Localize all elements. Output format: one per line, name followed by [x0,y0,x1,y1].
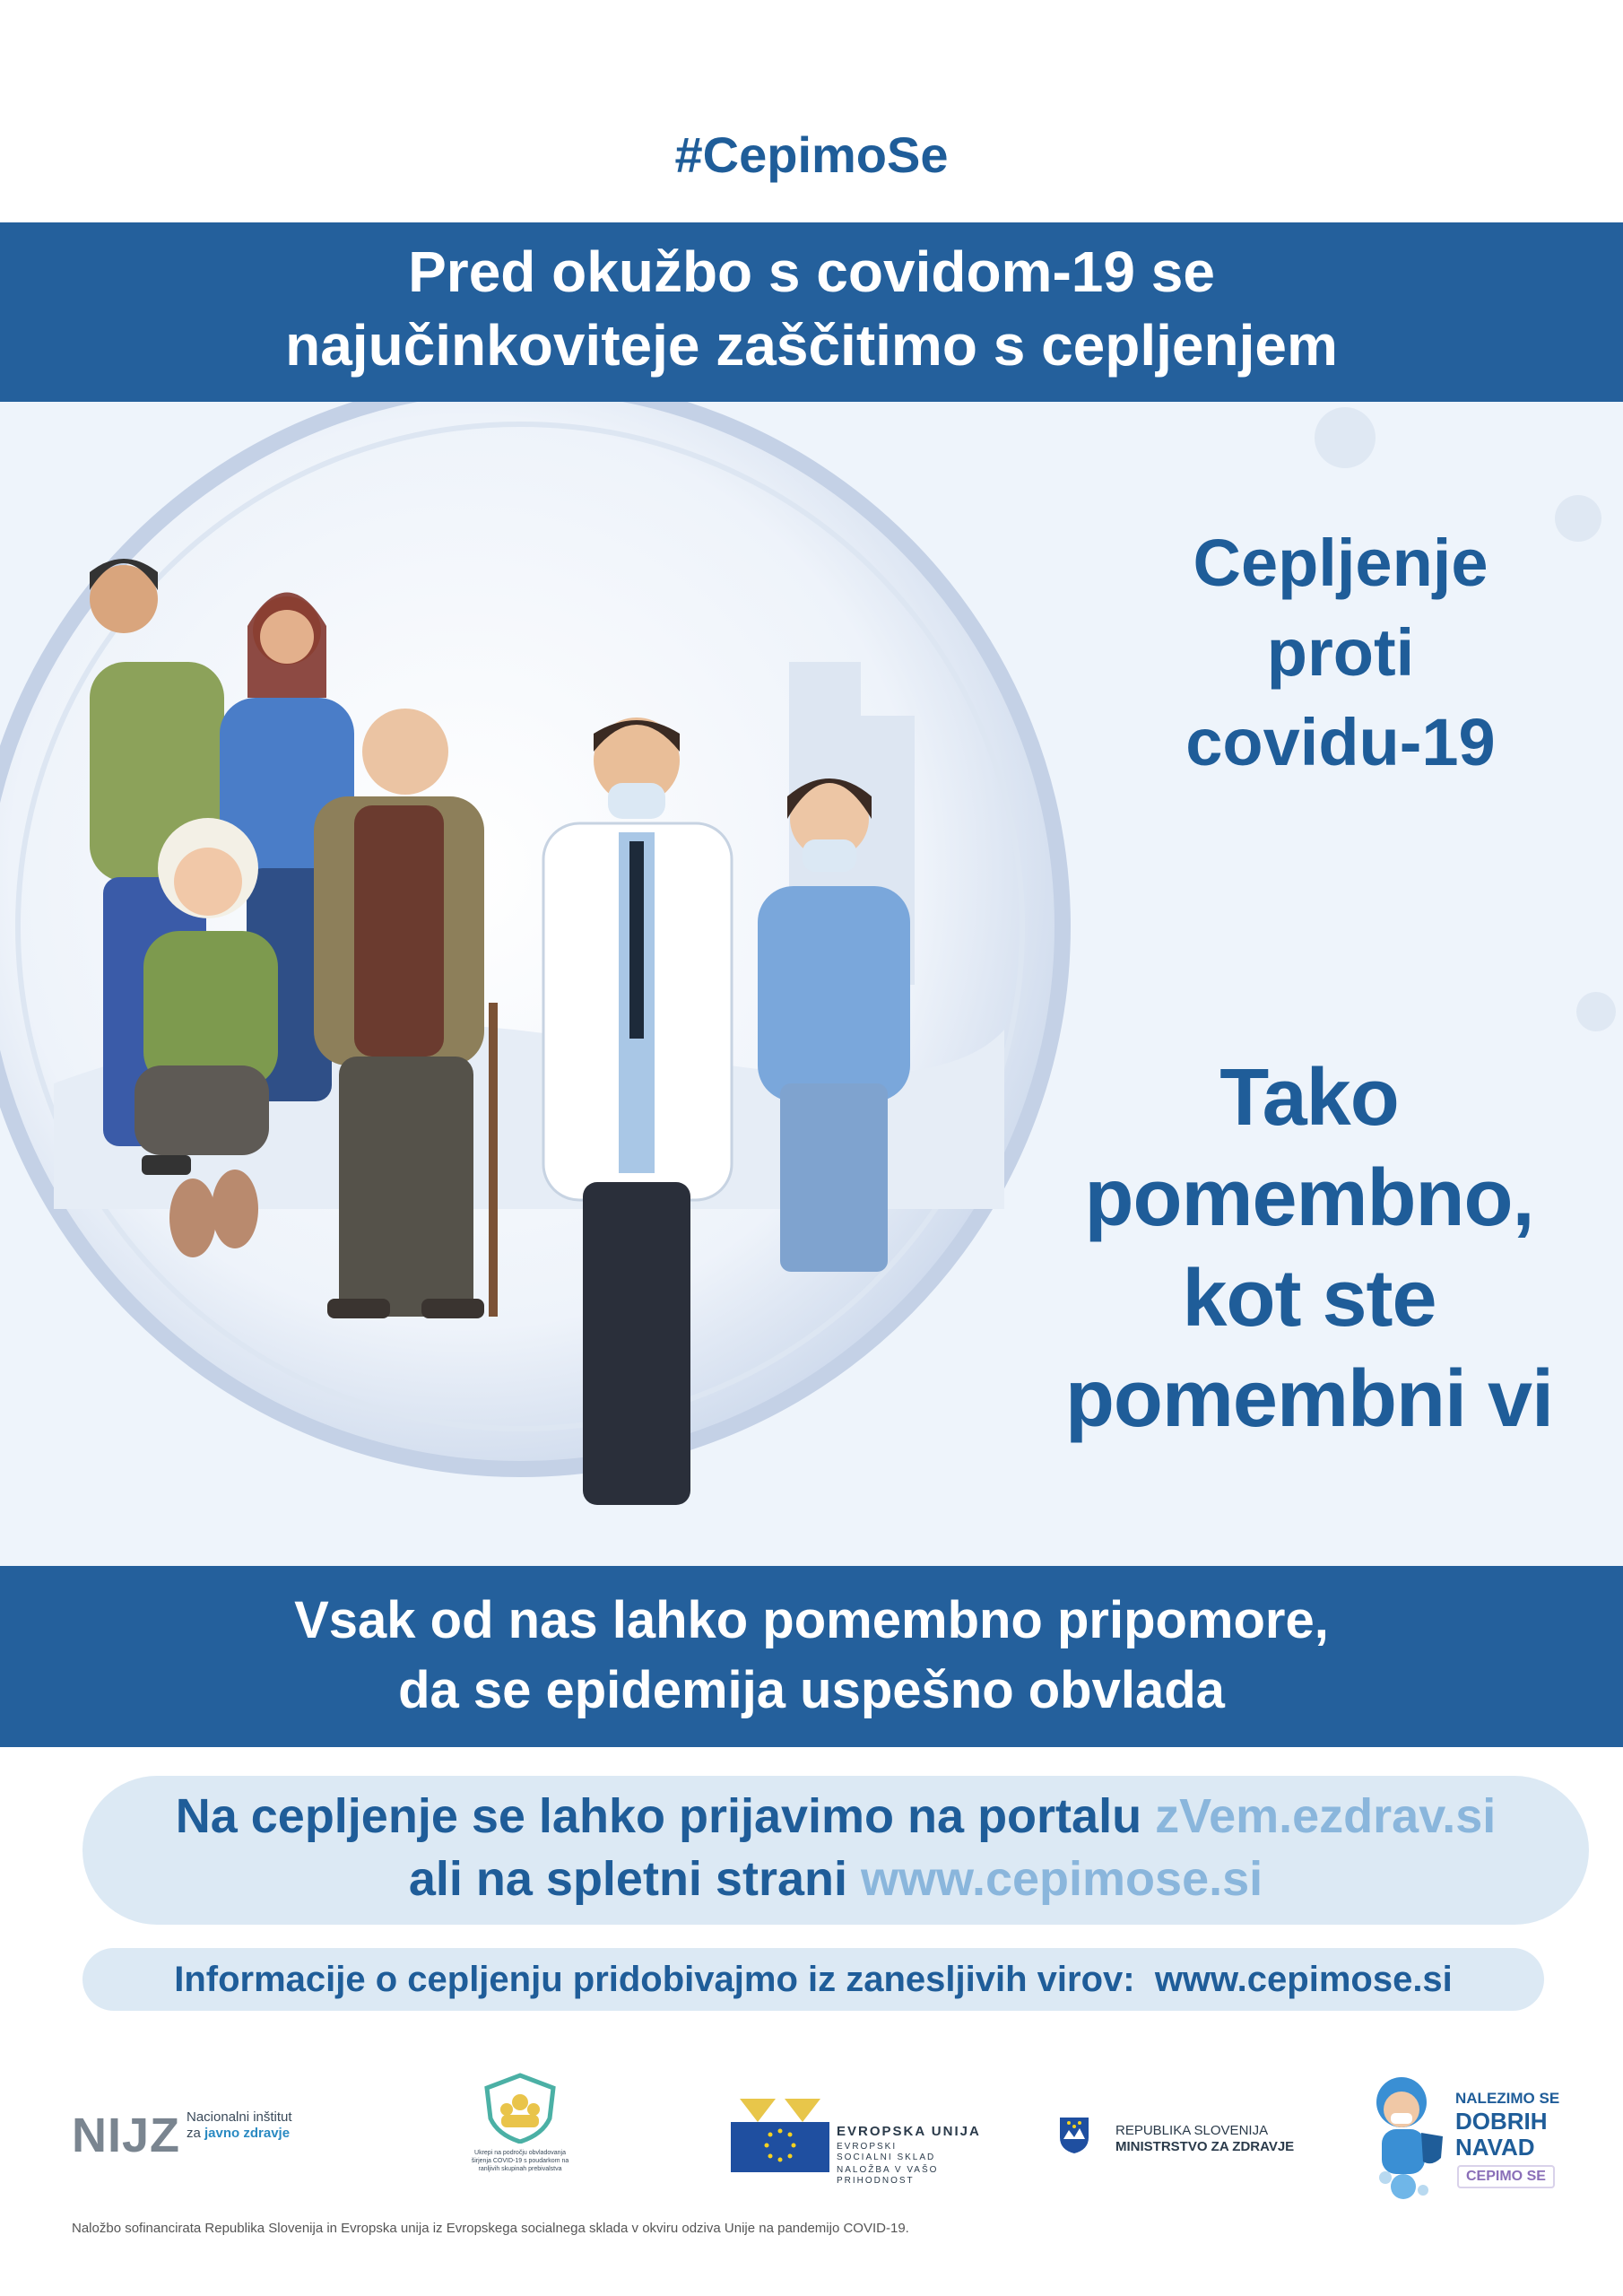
info-text: Informacije o cepljenju pridobivajmo iz zanesljivih virov: [174,1960,1135,1999]
vaccination-title [1085,518,1596,787]
top-banner-line-2: najučinkoviteje zaščitimo s cepljenjem [285,313,1338,378]
info-website-link[interactable]: www.cepimose.si [1154,1960,1453,1999]
nijz-logo-line-2: za javno zdravje [187,2126,291,2141]
campaign-line-3: NAVAD [1455,2134,1535,2161]
covid-measures-logo [453,2072,587,2197]
mascot-icon [1367,2070,1448,2205]
slogan-line-3: kot ste [1182,1254,1436,1344]
zvem-portal-link[interactable]: zVem.ezdrav.si [1155,1789,1497,1843]
vaccination-title-line-1: Cepljenje [1193,526,1488,600]
cofinancing-footnote: Naložbo sofinancirata Republika Slovenija in Evropska unija iz Evropskega socialnega sklada v okviru odziva Unije na pandemijo COVID-19. [72,2221,909,2236]
slogan-line-2: pomembno, [1084,1153,1534,1243]
eu-line-4: NALOŽBA V VAŠO PRIHODNOST [837,2165,939,2186]
covid-measures-line-2: širjenja COVID-19 s poudarkom na [471,2158,569,2164]
covid-measures-line-1: Ukrepi na področju obvladovanja [474,2150,566,2156]
bottom-banner-line-1: Vsak od nas lahko pomembno pripomore, [294,1591,1329,1649]
bottom-banner-line-2: da se epidemija uspešno obvlada [398,1661,1225,1719]
ministry-line-1: REPUBLIKA SLOVENIJA [1115,2123,1269,2138]
campaign-line-1: NALEZIMO SE [1455,2090,1560,2107]
top-banner-line-1: Pred okužbo s covidom-19 se [408,239,1215,304]
eu-line-2: EVROPSKI [837,2142,898,2152]
nijz-logo-mark: NIJZ [72,2109,181,2162]
registration-line-1-text: Na cepljenje se lahko prijavimo na portalu [175,1789,1156,1843]
eu-flag-icon [731,2090,829,2179]
eu-esf-logo [731,2090,1000,2186]
campaign-logo [1367,2070,1583,2213]
registration-pill [82,1776,1589,1925]
slogan-line-1: Tako [1219,1053,1399,1143]
vaccination-title-line-2: proti [1266,615,1415,690]
slogan-line-4: pomembni vi [1064,1354,1554,1444]
registration-line-2-text: ali na spletni strani [408,1852,861,1906]
slovenia-coat-of-arms-icon [1058,2116,1090,2155]
info-pill [82,1948,1544,2011]
nijz-logo-line-1: Nacionalni inštitut [187,2109,292,2125]
covid-measures-line-3: ranljivih skupinah prebivalstva [478,2166,562,2172]
eu-line-3: SOCIALNI SKLAD [837,2152,936,2162]
campaign-line-2: DOBRIH [1455,2108,1548,2135]
registration-line-2 [82,1851,1589,1907]
registration-line-1 [82,1788,1589,1844]
top-banner [0,222,1623,402]
eu-line-1: EVROPSKA UNIJA [837,2124,981,2139]
nijz-logo [72,2099,305,2179]
ministry-line-2: MINISTRSTVO ZA ZDRAVJE [1115,2139,1295,2154]
vaccination-title-line-3: covidu-19 [1185,705,1496,779]
ministry-logo [1058,2112,1309,2166]
campaign-line-4: CEPIMO SE [1457,2165,1555,2188]
shield-people-icon [480,2072,560,2144]
bottom-banner [0,1566,1623,1747]
cepimose-website-link[interactable]: www.cepimose.si [860,1852,1263,1906]
slogan [1031,1048,1587,1449]
hashtag: #CepimoSe [674,126,949,183]
